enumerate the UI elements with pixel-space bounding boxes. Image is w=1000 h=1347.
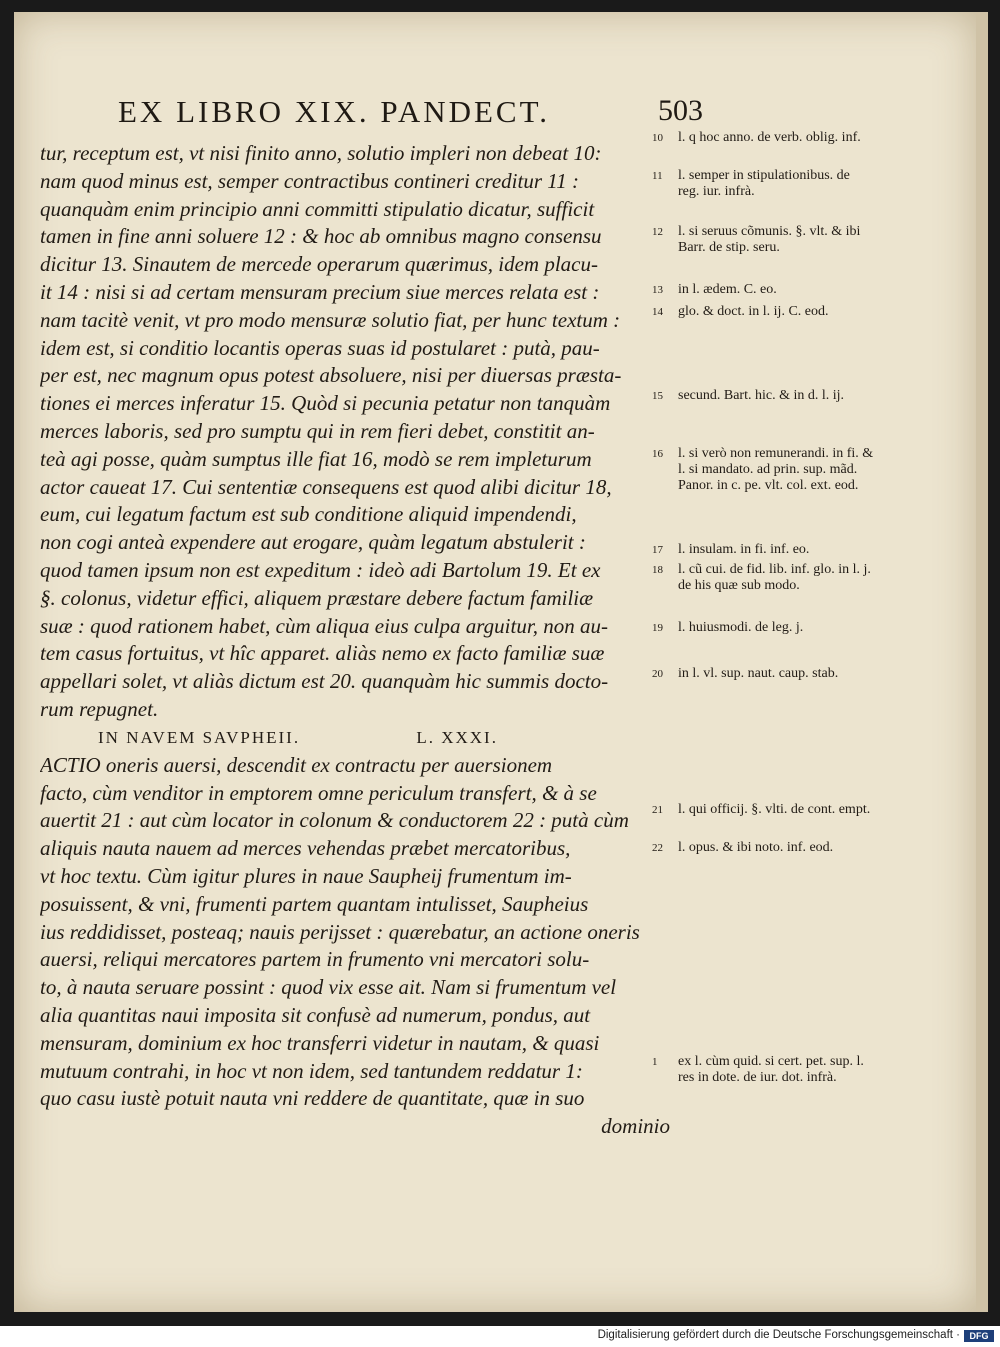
text-line: facto, cùm venditor in emptorem omne periculum transfert, & à se <box>40 780 597 805</box>
catchword: dominio <box>601 1114 670 1139</box>
text-line: per est, nec magnum opus potest absoluere, nisi per diuersas præsta- <box>40 363 622 388</box>
side-note <box>652 388 874 404</box>
section-heading <box>40 724 670 752</box>
side-note <box>652 224 874 256</box>
page-edge <box>976 12 988 1312</box>
section-title: IN NAVEM SAVPHEII. <box>98 727 301 747</box>
text-line: quod tamen ipsum non est expeditum : ideò adi Bartolum 19. Et ex <box>40 557 601 582</box>
note-number: 16 <box>652 448 663 460</box>
note-number: 10 <box>652 132 663 144</box>
side-note <box>652 840 874 856</box>
text-line: mensuram, dominium ex hoc transferri videtur in nautam, & quasi <box>40 1030 600 1055</box>
side-note <box>652 446 874 494</box>
text-line: dicitur 13. Sinautem de mercede operarum quærimus, idem placu- <box>40 252 598 277</box>
text-line: suæ : quod rationem habet, cùm aliqua eius culpa arguitur, non au- <box>40 613 608 638</box>
text-line: tamen in fine anni soluere 12 : & hoc ab omnibus magno consensu <box>40 224 602 249</box>
funding-credit: Digitalisierung gefördert durch die Deutsche Forschungsgemeinschaft · <box>597 1329 960 1341</box>
note-text: l. qui officij. §. vlti. de cont. empt. <box>678 802 871 817</box>
note-number: 15 <box>652 390 663 402</box>
note-number: 1 <box>652 1056 658 1068</box>
text-line: §. colonus, videtur effici, aliquem præstare debere factum familiæ <box>40 585 594 610</box>
text-line: it 14 : nisi si ad certam mensuram precium siue merces relata est : <box>40 279 600 304</box>
text-line: eum, cui legatum factum est sub conditione aliquid impendendi, <box>40 502 577 527</box>
text-line: nam tacitè venit, vt pro modo mensuræ solutio fiat, per hunc textum : <box>40 307 621 332</box>
text-line: auersi, reliqui mercatores partem in frumento vni mercatori solu- <box>40 947 590 972</box>
note-text: l. cũ cui. de fid. lib. inf. glo. in l. j. de his quæ sub modo. <box>678 562 871 593</box>
side-note <box>652 282 874 298</box>
text-line: alia quantitas naui imposita sit confusè ad numerum, pondus, aut <box>40 1002 591 1027</box>
text-line: mutuum contrahi, in hoc vt non idem, sed tantundem reddatur 1: <box>40 1058 583 1083</box>
note-text: l. q hoc anno. de verb. oblig. inf. <box>678 130 861 145</box>
text-line: ACTIO oneris auersi, descendit ex contractu per auersionem <box>40 752 553 777</box>
side-note <box>652 130 874 146</box>
note-text: ex l. cùm quid. si cert. pet. sup. l. res in dote. de iur. dot. infrà. <box>678 1054 864 1085</box>
side-note <box>652 620 874 636</box>
side-note <box>652 542 874 558</box>
footer-bar <box>0 1326 1000 1347</box>
text-line: posuissent, & vni, frumenti partem quantam intulisset, Saupheius <box>40 891 589 916</box>
text-line: actor caueat 17. Cui sententiæ consequens est quod alibi dicitur 18, <box>40 474 612 499</box>
note-text: l. opus. & ibi noto. inf. eod. <box>678 840 834 855</box>
note-text: in l. ædem. C. eo. <box>678 282 777 297</box>
note-number: 21 <box>652 804 663 816</box>
note-number: 20 <box>652 668 663 680</box>
text-line: non cogi anteà expendere aut erogare, quàm legatum abstulerit : <box>40 530 586 555</box>
text-line: tem casus fortuitus, vt hîc apparet. aliàs nemo ex facto familiæ suæ <box>40 641 605 666</box>
text-line: aliquis nauta nauem ad merces vehendas præbet mercatoribus, <box>40 836 571 861</box>
dfg-logo: DFG <box>964 1330 994 1342</box>
book-page <box>14 12 976 1312</box>
side-note <box>652 1054 874 1086</box>
text-line: rum repugnet. <box>40 696 159 721</box>
text-line: quanquàm enim principio anni committi stipulatio dicatur, sufficit <box>40 196 595 221</box>
side-note <box>652 802 874 818</box>
note-text: l. semper in stipulationibus. de reg. iur. infrà. <box>678 168 850 199</box>
note-text: l. huiusmodi. de leg. j. <box>678 620 804 635</box>
text-line: teà agi posse, quàm sumptus ille fiat 16, modò se rem impleturum <box>40 446 592 471</box>
section-number: L. XXXI. <box>416 727 498 747</box>
note-text: secund. Bart. hic. & in d. l. ij. <box>678 388 845 403</box>
note-number: 22 <box>652 842 663 854</box>
side-note <box>652 562 874 594</box>
page-number: 503 <box>658 94 703 127</box>
note-text: l. si verò non remunerandi. in fi. & l. si mandato. ad prin. sup. mãd. Panor. in c. pe. vlt. col. ext. eod. <box>678 446 874 493</box>
text-line: auertit 21 : aut cùm locator in colonum & conductorem 22 : putà cùm <box>40 808 629 833</box>
note-number: 19 <box>652 622 663 634</box>
main-text <box>40 140 670 1141</box>
note-text: in l. vl. sup. naut. caup. stab. <box>678 666 839 681</box>
note-number: 18 <box>652 564 663 576</box>
note-text: l. insulam. in fi. inf. eo. <box>678 542 810 557</box>
side-note <box>652 666 874 682</box>
text-line: tur, receptum est, vt nisi finito anno, solutio impleri non debeat 10: <box>40 141 602 165</box>
running-head: EX LIBRO XIX. PANDECT. <box>118 94 550 129</box>
note-text: l. si seruus cõmunis. §. vlt. & ibi Barr. de stip. seru. <box>678 224 861 255</box>
text-line: merces laboris, sed pro sumptu qui in rem fieri debet, constitit an- <box>40 418 595 443</box>
side-note <box>652 168 874 200</box>
note-number: 11 <box>652 170 663 182</box>
text-line: quo casu iustè potuit nauta vni reddere de quantitate, quæ in suo <box>40 1086 585 1111</box>
text-line: vt hoc textu. Cùm igitur plures in naue Saupheij frumentum im- <box>40 863 572 888</box>
side-note <box>652 304 874 320</box>
text-line: to, à nauta seruare possint : quod vix esse ait. Nam si frumentum vel <box>40 975 617 1000</box>
text-line: ius reddidisset, posteaq; nauis perijsset : quærebatur, an actione oneris <box>40 919 640 944</box>
text-line: tiones ei merces inferatur 15. Quòd si pecunia petatur non tanquàm <box>40 391 611 416</box>
note-number: 14 <box>652 306 663 318</box>
text-line: nam quod minus est, semper contractibus contineri creditur 11 : <box>40 168 579 193</box>
note-text: glo. & doct. in l. ij. C. eod. <box>678 304 829 319</box>
note-number: 17 <box>652 544 663 556</box>
note-number: 12 <box>652 226 663 238</box>
note-number: 13 <box>652 284 663 296</box>
text-line: appellari solet, vt aliàs dictum est 20. quanquàm hic summis docto- <box>40 669 609 694</box>
text-line: idem est, si conditio locantis operas suas id postularet : putà, pau- <box>40 335 600 360</box>
